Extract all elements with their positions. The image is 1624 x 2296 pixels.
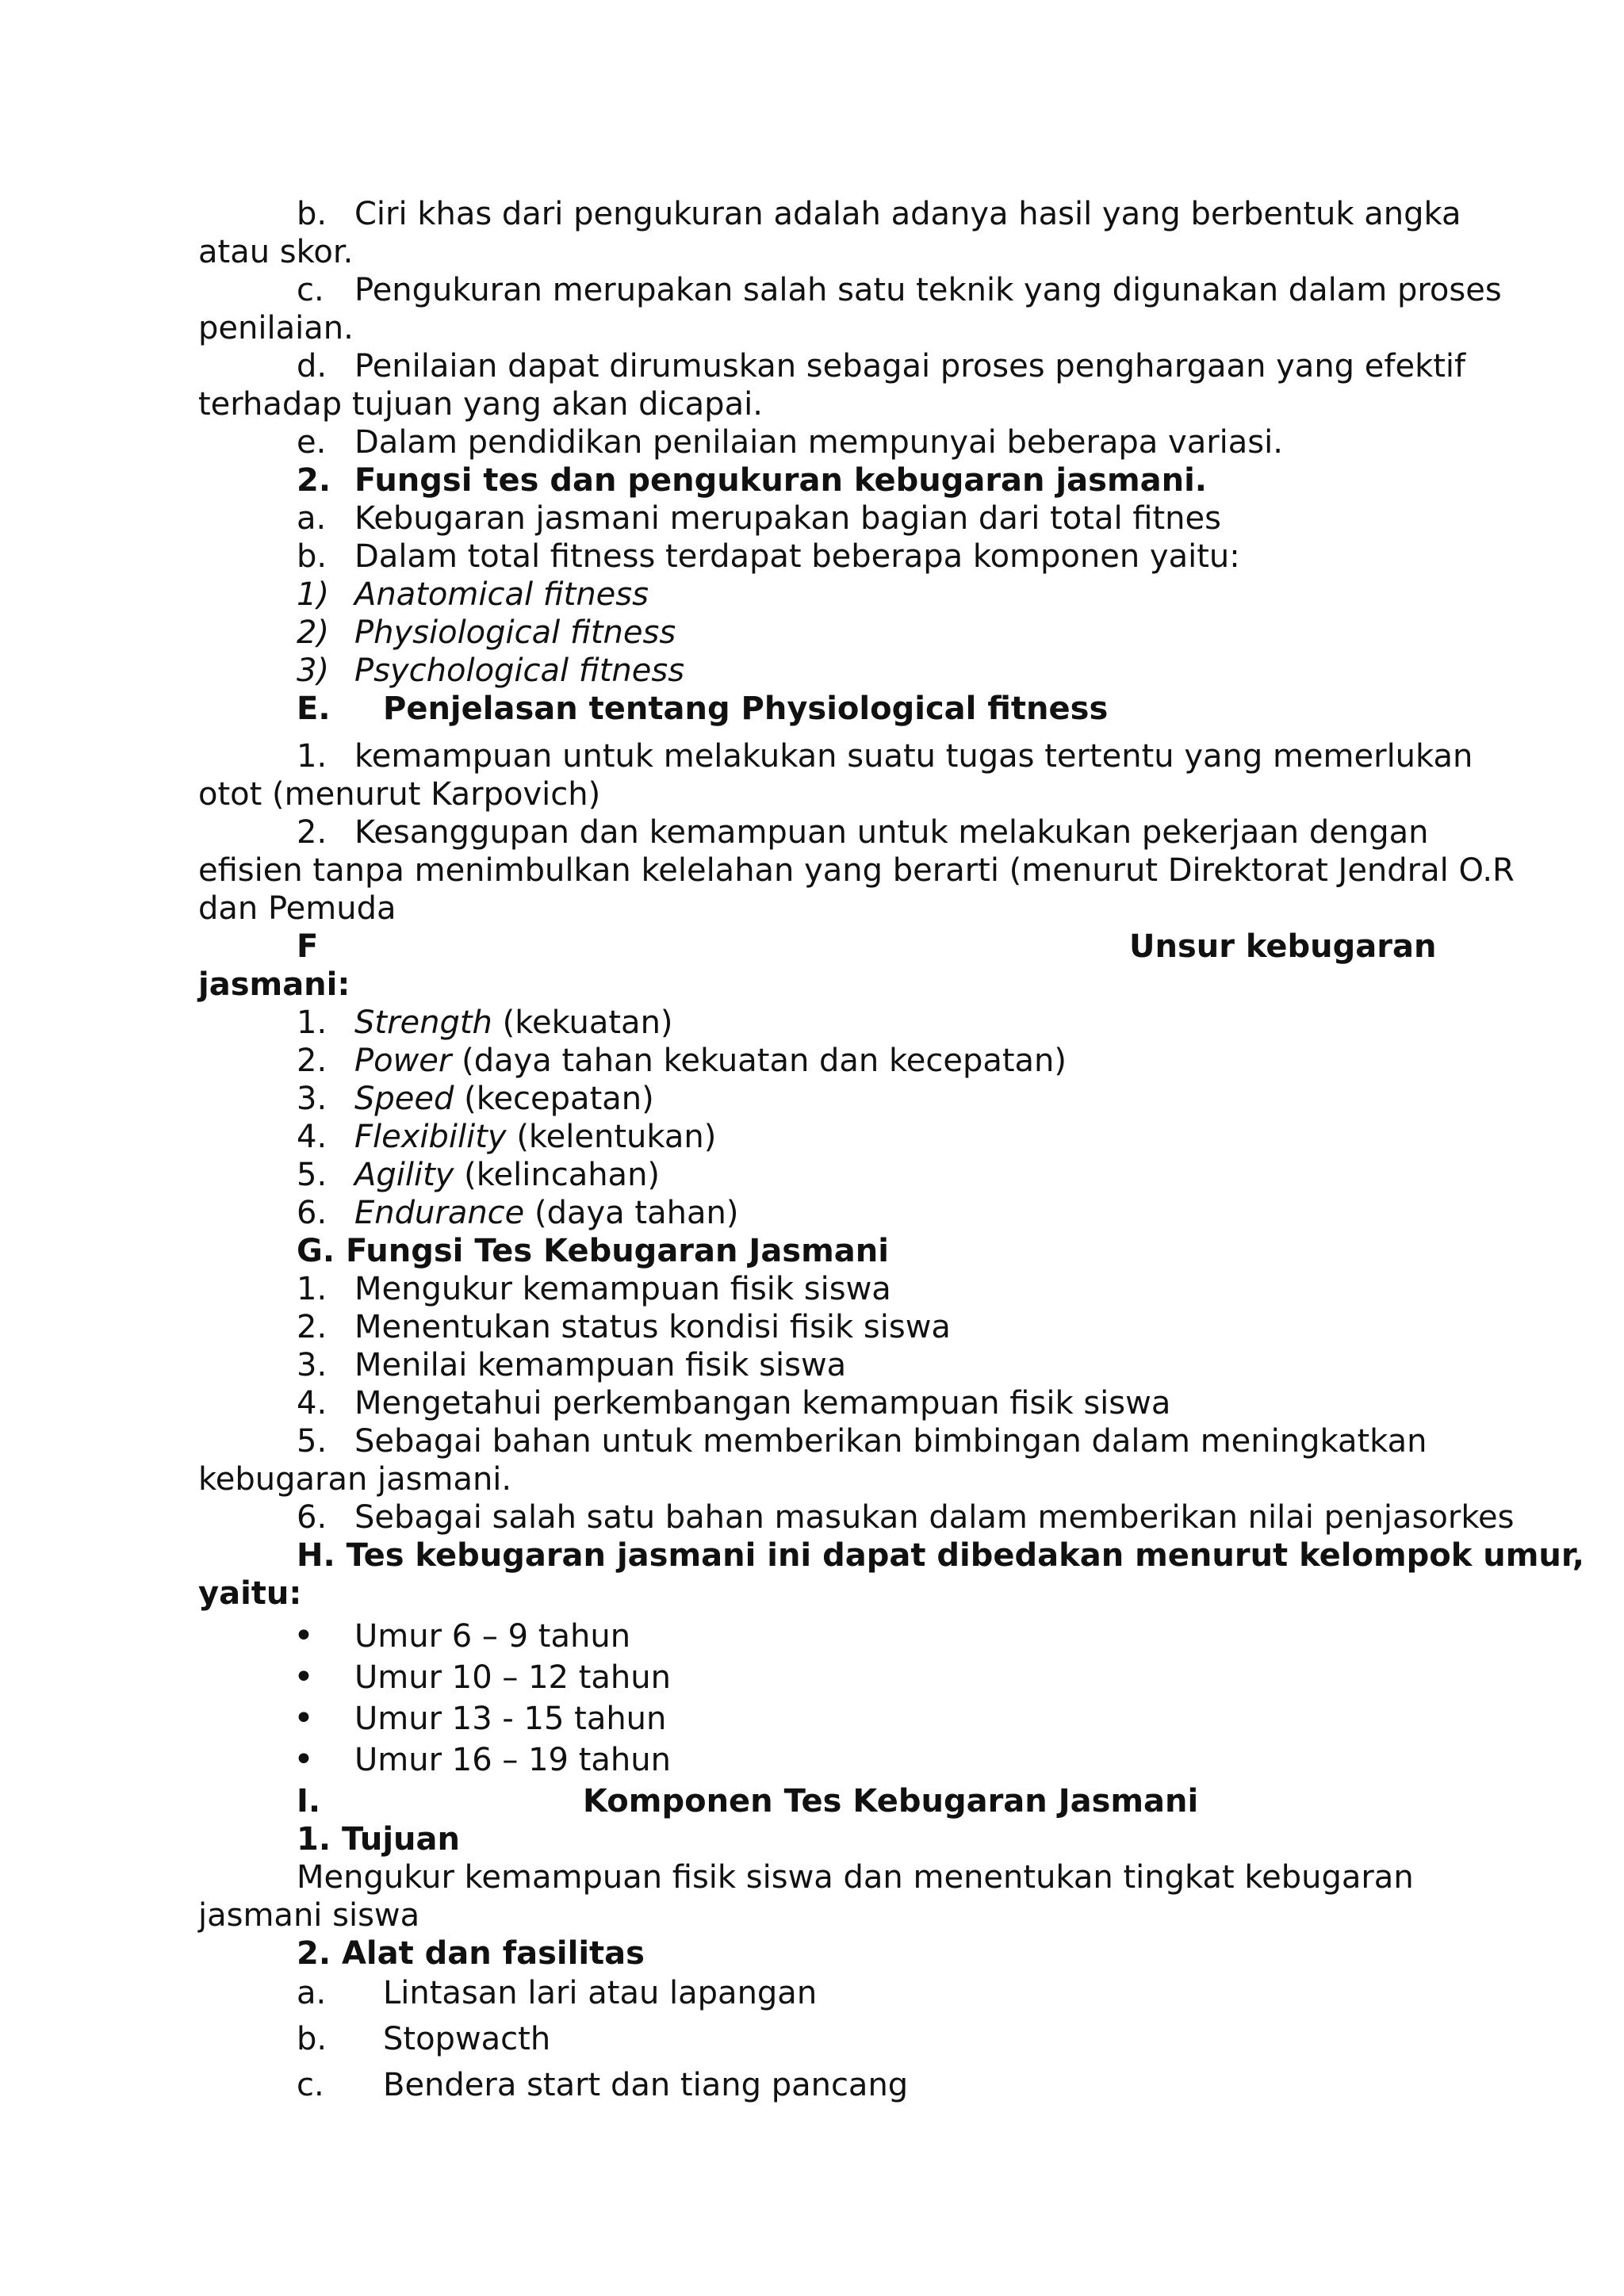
bullet-icon: • xyxy=(293,1657,314,1697)
list-text: penilaian. xyxy=(198,310,354,346)
section-marker: E. xyxy=(297,691,331,727)
list-text: Pengukuran merupakan salah satu teknik yang digunakan dalam proses xyxy=(354,272,1502,308)
section-title: G. Fungsi Tes Kebugaran Jasmani xyxy=(297,1233,889,1269)
list-text: Umur 13 - 15 tahun xyxy=(354,1701,667,1737)
list-marker: e. xyxy=(297,424,327,461)
list-marker: c. xyxy=(297,2067,324,2103)
list-text xyxy=(354,1080,654,1118)
list-marker: 3. xyxy=(297,1081,327,1117)
list-text: Penilaian dapat dirumuskan sebagai proses penghargaan yang efektif xyxy=(354,348,1466,385)
list-marker: 5. xyxy=(297,1423,327,1460)
list-marker: d. xyxy=(297,348,327,385)
list-text xyxy=(354,1004,673,1042)
section-title: Penjelasan tentang Physiological fitness xyxy=(383,691,1109,727)
section-title: yaitu: xyxy=(198,1575,302,1612)
list-marker: 4. xyxy=(297,1385,327,1422)
list-text xyxy=(354,1042,1067,1080)
list-marker: 6. xyxy=(297,1499,327,1536)
list-text xyxy=(354,1156,660,1194)
list-marker: 4. xyxy=(297,1119,327,1155)
list-text: Physiological fitness xyxy=(354,614,676,651)
list-text: Umur 16 – 19 tahun xyxy=(354,1742,671,1778)
list-text: Sebagai bahan untuk memberikan bimbingan dalam meningkatkan xyxy=(354,1423,1427,1460)
list-marker: 1. xyxy=(297,1004,327,1041)
list-marker: 3. xyxy=(297,1347,327,1383)
list-text: terhadap tujuan yang akan dicapai. xyxy=(198,386,763,423)
list-text: kemampuan untuk melakukan suatu tugas tertentu yang memerlukan xyxy=(354,738,1473,775)
list-marker: b. xyxy=(297,196,327,232)
section-title: H. Tes kebugaran jasmani ini dapat dibedakan menurut kelompok umur, xyxy=(297,1537,1584,1574)
element-term: Endurance xyxy=(354,1195,525,1231)
list-text xyxy=(354,1118,716,1156)
list-text: efisien tanpa menimbulkan kelelahan yang berarti (menurut Direktorat Jendral O.R xyxy=(198,852,1515,889)
element-desc: (kelentukan) xyxy=(506,1119,717,1155)
list-text: Dalam total fitness terdapat beberapa komponen yaitu: xyxy=(354,538,1240,575)
subheading-text: 1. Tujuan xyxy=(297,1821,460,1858)
list-marker: b. xyxy=(297,2021,327,2057)
list-text: Sebagai salah satu bahan masukan dalam memberikan nilai penjasorkes xyxy=(354,1499,1515,1536)
list-marker: 1. xyxy=(297,1271,327,1307)
list-text: Psychological fitness xyxy=(354,652,685,689)
list-marker: 1. xyxy=(297,738,327,775)
list-marker: 6. xyxy=(297,1195,327,1231)
list-marker: a. xyxy=(297,1975,327,2011)
list-text: otot (menurut Karpovich) xyxy=(198,776,601,813)
list-text: atau skor. xyxy=(198,234,354,270)
list-text: Mengukur kemampuan fisik siswa xyxy=(354,1271,891,1307)
list-text: Lintasan lari atau lapangan xyxy=(383,1975,818,2011)
heading-text: Fungsi tes dan pengukuran kebugaran jasmani. xyxy=(354,462,1207,499)
list-marker: b. xyxy=(297,538,327,575)
list-text: Menentukan status kondisi fisik siswa xyxy=(354,1309,951,1345)
section-marker: I. xyxy=(297,1783,321,1820)
list-marker: 2. xyxy=(297,814,327,851)
list-text: Umur 6 – 9 tahun xyxy=(354,1618,631,1655)
subheading-text: 2. Alat dan fasilitas xyxy=(297,1935,645,1972)
list-marker: a. xyxy=(297,500,327,537)
bullet-icon: • xyxy=(293,1698,314,1739)
list-marker: c. xyxy=(297,272,324,308)
element-term: Power xyxy=(354,1043,452,1079)
list-text: dan Pemuda xyxy=(198,890,396,927)
bullet-icon: • xyxy=(293,1616,314,1656)
element-term: Flexibility xyxy=(354,1119,507,1155)
paragraph-text: Mengukur kemampuan fisik siswa dan menentukan tingkat kebugaran xyxy=(297,1859,1414,1896)
section-title: Unsur kebugaran xyxy=(1129,928,1437,965)
list-text: Anatomical fitness xyxy=(354,576,649,613)
list-marker: 3) xyxy=(297,652,330,689)
list-text: Kebugaran jasmani merupakan bagian dari total fitnes xyxy=(354,500,1221,537)
list-marker: 2. xyxy=(297,1043,327,1079)
list-marker: 1) xyxy=(297,576,330,613)
list-text: Stopwacth xyxy=(383,2021,551,2057)
list-text: kebugaran jasmani. xyxy=(198,1461,512,1498)
list-marker: 2) xyxy=(297,614,330,651)
section-marker: F xyxy=(297,928,319,965)
element-term: Agility xyxy=(354,1157,454,1193)
element-term: Speed xyxy=(354,1081,454,1117)
list-text: Umur 10 – 12 tahun xyxy=(354,1659,671,1696)
list-text: Mengetahui perkembangan kemampuan fisik siswa xyxy=(354,1385,1171,1422)
section-title: jasmani: xyxy=(198,966,350,1003)
element-desc: (kecepatan) xyxy=(454,1081,654,1117)
element-term: Strength xyxy=(354,1004,492,1041)
list-marker: 5. xyxy=(297,1157,327,1193)
element-desc: (kekuatan) xyxy=(492,1004,673,1041)
list-text: Dalam pendidikan penilaian mempunyai beberapa variasi. xyxy=(354,424,1283,461)
heading-number: 2. xyxy=(297,462,331,499)
list-text: Kesanggupan dan kemampuan untuk melakukan pekerjaan dengan xyxy=(354,814,1429,851)
element-desc: (daya tahan kekuatan dan kecepatan) xyxy=(451,1043,1067,1079)
list-text: Bendera start dan tiang pancang xyxy=(383,2067,909,2103)
list-text: Menilai kemampuan fisik siswa xyxy=(354,1347,847,1383)
bullet-icon: • xyxy=(293,1739,314,1780)
element-desc: (daya tahan) xyxy=(524,1195,739,1231)
list-text: Ciri khas dari pengukuran adalah adanya hasil yang berbentuk angka xyxy=(354,196,1461,232)
list-text xyxy=(354,1194,738,1232)
section-title: Komponen Tes Kebugaran Jasmani xyxy=(583,1783,1199,1820)
list-marker: 2. xyxy=(297,1309,327,1345)
paragraph-text: jasmani siswa xyxy=(198,1897,420,1934)
element-desc: (kelincahan) xyxy=(454,1157,661,1193)
